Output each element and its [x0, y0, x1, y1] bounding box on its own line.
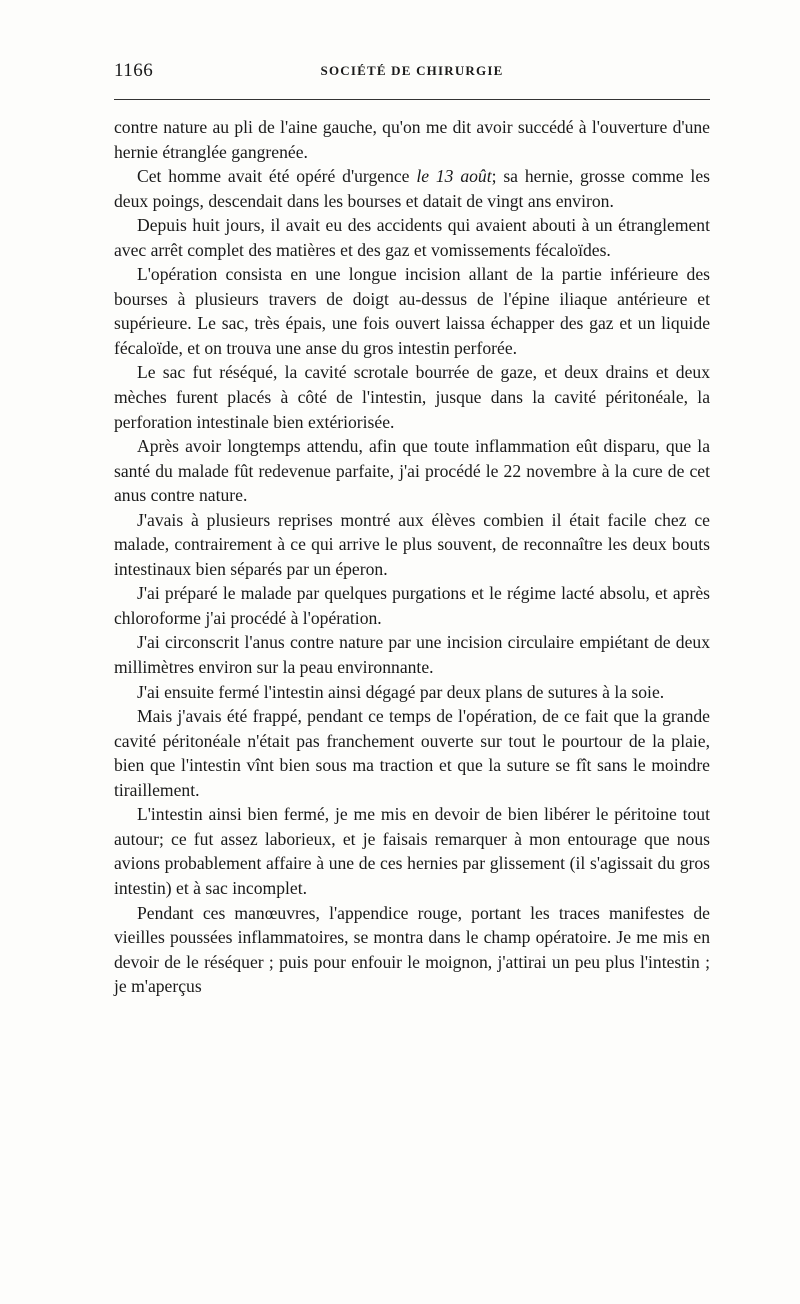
paragraph-2-end: ; sa hernie, grosse comme les deux poings, descendait dans les bourses et datait de vingt ans environ.	[114, 166, 710, 211]
paragraph-1: contre nature au pli de l'aine gauche, qu'on me dit avoir succédé à l'ouverture d'une hernie étranglée gangrenée.	[114, 117, 710, 162]
paragraph-6: Après avoir longtemps attendu, afin que toute inflammation eût disparu, que la santé du malade fût redevenue parfaite, j'ai procédé le 22 novembre à la cure de cet anus contre nature.	[114, 436, 710, 506]
paragraph-8: J'ai préparé le malade par quelques purgations et le régime lacté absolu, et après chloroforme j'ai procédé à l'opération.	[114, 583, 710, 628]
paragraph-4: L'opération consista en une longue incision allant de la partie inférieure des bourses à plusieurs travers de doigt au-dessus de l'épine iliaque antérieure et supérieure. Le sac, très épais, une fois ouvert laissa échapper des gaz et un liquide fécaloïde, et on trouva une anse du gros intestin perforée.	[114, 264, 710, 358]
body-text	[114, 115, 710, 999]
paragraph-2-start: Cet homme avait été opéré d'urgence	[137, 166, 417, 187]
paragraph-2	[114, 164, 710, 213]
operation-date: le 13 août	[416, 166, 492, 187]
header-rule	[114, 99, 710, 100]
paragraph-10: J'ai ensuite fermé l'intestin ainsi dégagé par deux plans de sutures à la soie.	[137, 681, 665, 702]
paragraph-3: Depuis huit jours, il avait eu des accidents qui avaient abouti à un étranglement avec arrêt complet des matières et des gaz et vomissements fécaloïdes.	[114, 215, 710, 260]
paragraph-7: J'avais à plusieurs reprises montré aux élèves combien il était facile chez ce malade, contrairement à ce qui arrive le plus souvent, de reconnaître les deux bouts intestinaux bien séparés par un éperon.	[114, 509, 710, 579]
paragraph-11: Mais j'avais été frappé, pendant ce temps de l'opération, de ce fait que la grande cavité péritonéale n'était pas franchement ouverte sur tout le pourtour de la plaie, bien que l'intestin vînt bien sous ma traction et que la suture se fît sans le moindre tiraillement.	[114, 706, 710, 800]
paragraph-13: Pendant ces manœuvres, l'appendice rouge, portant les traces manifestes de vieilles poussées inflammatoires, se montra dans le champ opératoire. Je me mis en devoir de le réséquer ; puis pour enfouir le moignon, j'attirai un peu plus l'intestin ; je m'aperçus	[114, 902, 710, 997]
page-header	[114, 60, 710, 88]
running-head: SOCIÉTÉ DE CHIRURGIE	[320, 63, 504, 78]
paragraph-5: Le sac fut réséqué, la cavité scrotale bourrée de gaze, et deux drains et deux mèches furent placés à côté de l'intestin, jusque dans la cavité péritonéale, la perforation intestinale bien extériorisée.	[114, 362, 710, 432]
page-number: 1166	[114, 60, 154, 81]
paragraph-12: L'intestin ainsi bien fermé, je me mis en devoir de bien libérer le péritoine tout autour; ce fut assez laborieux, et je faisais remarquer à mon entourage que nous avions probablement affaire à une de ces hernies par glissement (il s'agissait du gros intestin) et à sac incomplet.	[114, 804, 710, 898]
paragraph-9: J'ai circonscrit l'anus contre nature par une incision circulaire empiétant de deux millimètres environ sur la peau environnante.	[114, 632, 710, 678]
